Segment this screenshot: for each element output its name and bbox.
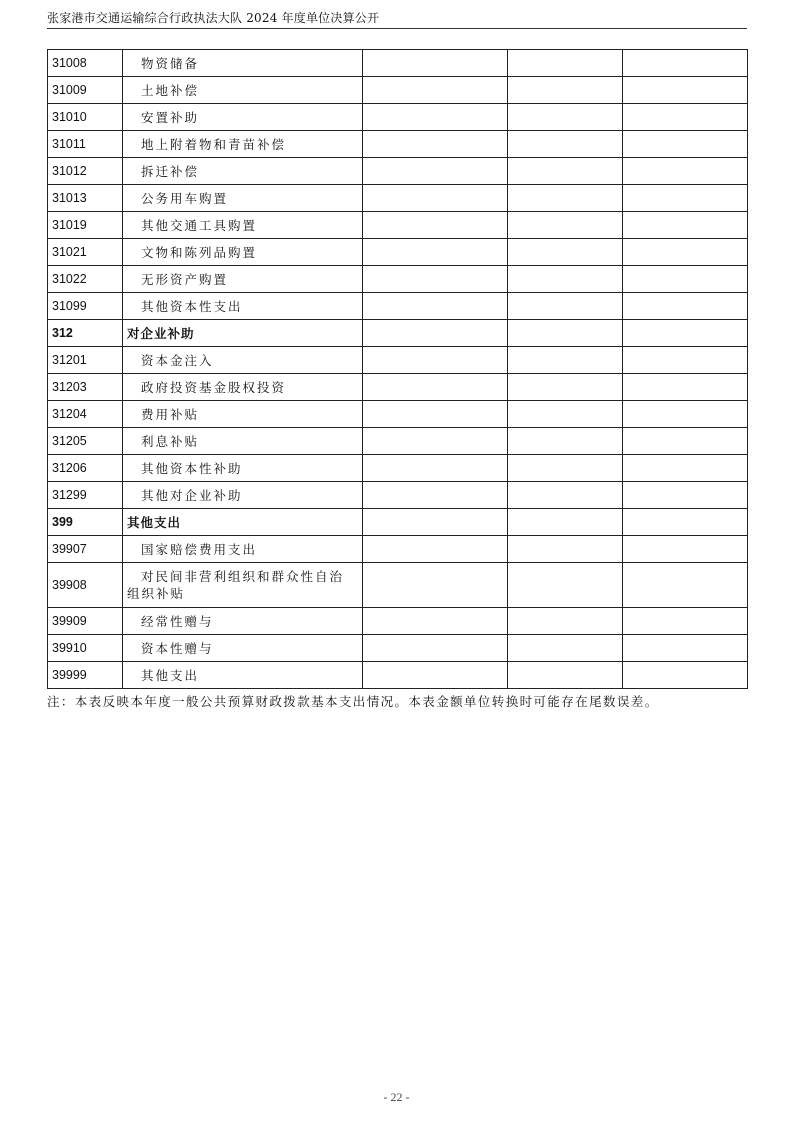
subject-name-cell: 其他支出 <box>123 509 363 536</box>
subject-name-cell: 物资储备 <box>123 50 363 77</box>
table-row <box>48 428 748 455</box>
expenditure-table-container <box>47 49 747 689</box>
subject-name-cell: 对企业补助 <box>123 320 363 347</box>
amount-cell <box>508 374 623 401</box>
amount-cell <box>623 455 748 482</box>
amount-cell <box>623 320 748 347</box>
page-number: - 22 - <box>383 1090 410 1104</box>
subject-code-cell: 31013 <box>48 185 123 212</box>
amount-cell <box>623 104 748 131</box>
subject-code-cell: 31204 <box>48 401 123 428</box>
table-row <box>48 212 748 239</box>
amount-cell <box>508 482 623 509</box>
amount-cell <box>363 77 508 104</box>
subject-code-cell: 31205 <box>48 428 123 455</box>
amount-cell <box>623 563 748 608</box>
subject-name-cell: 安置补助 <box>123 104 363 131</box>
amount-cell <box>508 401 623 428</box>
amount-cell <box>363 509 508 536</box>
subject-code-cell: 31099 <box>48 293 123 320</box>
amount-cell <box>508 239 623 266</box>
amount-cell <box>508 266 623 293</box>
table-section-row <box>48 509 748 536</box>
amount-cell <box>363 212 508 239</box>
amount-cell <box>363 455 508 482</box>
table-row <box>48 401 748 428</box>
amount-cell <box>508 662 623 689</box>
amount-cell <box>363 428 508 455</box>
amount-cell <box>363 239 508 266</box>
amount-cell <box>508 455 623 482</box>
subject-code-cell: 39909 <box>48 608 123 635</box>
table-body <box>48 50 748 689</box>
subject-code-cell: 39910 <box>48 635 123 662</box>
table-row <box>48 239 748 266</box>
amount-cell <box>623 77 748 104</box>
subject-code-cell: 312 <box>48 320 123 347</box>
subject-name-cell: 其他支出 <box>123 662 363 689</box>
amount-cell <box>508 158 623 185</box>
table-row <box>48 662 748 689</box>
amount-cell <box>623 482 748 509</box>
amount-cell <box>623 635 748 662</box>
amount-cell <box>623 293 748 320</box>
amount-cell <box>508 185 623 212</box>
subject-code-cell: 31012 <box>48 158 123 185</box>
subject-name-cell: 文物和陈列品购置 <box>123 239 363 266</box>
subject-code-cell: 31206 <box>48 455 123 482</box>
subject-code-cell: 39999 <box>48 662 123 689</box>
amount-cell <box>363 266 508 293</box>
subject-name-cell: 公务用车购置 <box>123 185 363 212</box>
amount-cell <box>623 185 748 212</box>
amount-cell <box>623 509 748 536</box>
amount-cell <box>363 185 508 212</box>
table-row <box>48 185 748 212</box>
amount-cell <box>508 635 623 662</box>
table-row <box>48 536 748 563</box>
subject-code-cell: 399 <box>48 509 123 536</box>
document-title: 张家港市交通运输综合行政执法大队 2024 年度单位决算公开 <box>47 11 380 25</box>
table-row <box>48 77 748 104</box>
subject-name-cell: 对民间非营利组织和群众性自治组织补贴 <box>123 563 363 608</box>
table-row <box>48 347 748 374</box>
amount-cell <box>363 158 508 185</box>
table-row <box>48 293 748 320</box>
subject-code-cell: 31010 <box>48 104 123 131</box>
subject-code-cell: 31019 <box>48 212 123 239</box>
amount-cell <box>363 347 508 374</box>
table-row <box>48 635 748 662</box>
amount-cell <box>363 401 508 428</box>
amount-cell <box>363 662 508 689</box>
amount-cell <box>508 563 623 608</box>
subject-name-cell: 其他交通工具购置 <box>123 212 363 239</box>
amount-cell <box>508 50 623 77</box>
amount-cell <box>623 608 748 635</box>
amount-cell <box>363 536 508 563</box>
subject-code-cell: 31299 <box>48 482 123 509</box>
subject-code-cell: 31011 <box>48 131 123 158</box>
amount-cell <box>508 509 623 536</box>
amount-cell <box>363 131 508 158</box>
subject-name-cell: 地上附着物和青苗补偿 <box>123 131 363 158</box>
subject-code-cell: 31201 <box>48 347 123 374</box>
subject-name-cell: 资本金注入 <box>123 347 363 374</box>
amount-cell <box>508 536 623 563</box>
table-note: 注：本表反映本年度一般公共预算财政拨款基本支出情况。本表金额单位转换时可能存在尾数误差。 <box>47 694 659 709</box>
amount-cell <box>508 104 623 131</box>
expenditure-table <box>47 49 748 689</box>
subject-name-cell: 费用补贴 <box>123 401 363 428</box>
subject-name-cell: 其他资本性支出 <box>123 293 363 320</box>
subject-name-cell: 土地补偿 <box>123 77 363 104</box>
amount-cell <box>623 401 748 428</box>
subject-name-cell: 无形资产购置 <box>123 266 363 293</box>
document-header <box>47 10 747 29</box>
table-row <box>48 131 748 158</box>
subject-code-cell: 31021 <box>48 239 123 266</box>
amount-cell <box>363 374 508 401</box>
subject-name-cell: 国家赔偿费用支出 <box>123 536 363 563</box>
amount-cell <box>508 347 623 374</box>
amount-cell <box>363 563 508 608</box>
amount-cell <box>623 131 748 158</box>
amount-cell <box>623 266 748 293</box>
subject-name-cell: 其他资本性补助 <box>123 455 363 482</box>
table-row <box>48 482 748 509</box>
subject-name-cell: 其他对企业补助 <box>123 482 363 509</box>
subject-name-cell: 经常性赠与 <box>123 608 363 635</box>
subject-code-cell: 39907 <box>48 536 123 563</box>
subject-name-cell: 利息补贴 <box>123 428 363 455</box>
amount-cell <box>623 50 748 77</box>
amount-cell <box>623 536 748 563</box>
table-row <box>48 158 748 185</box>
amount-cell <box>363 320 508 347</box>
table-row <box>48 563 748 608</box>
amount-cell <box>623 374 748 401</box>
subject-name-cell: 资本性赠与 <box>123 635 363 662</box>
amount-cell <box>508 608 623 635</box>
subject-code-cell: 39908 <box>48 563 123 608</box>
subject-code-cell: 31009 <box>48 77 123 104</box>
amount-cell <box>623 239 748 266</box>
amount-cell <box>623 212 748 239</box>
amount-cell <box>363 293 508 320</box>
subject-code-cell: 31022 <box>48 266 123 293</box>
amount-cell <box>363 104 508 131</box>
amount-cell <box>508 131 623 158</box>
amount-cell <box>623 662 748 689</box>
subject-name-cell: 拆迁补偿 <box>123 158 363 185</box>
amount-cell <box>623 158 748 185</box>
amount-cell <box>363 608 508 635</box>
amount-cell <box>363 50 508 77</box>
amount-cell <box>508 293 623 320</box>
amount-cell <box>508 320 623 347</box>
amount-cell <box>623 347 748 374</box>
table-row <box>48 50 748 77</box>
amount-cell <box>363 635 508 662</box>
amount-cell <box>508 428 623 455</box>
amount-cell <box>623 428 748 455</box>
amount-cell <box>508 77 623 104</box>
subject-name-cell: 政府投资基金股权投资 <box>123 374 363 401</box>
table-row <box>48 266 748 293</box>
table-row <box>48 455 748 482</box>
table-row <box>48 608 748 635</box>
table-section-row <box>48 320 748 347</box>
table-row <box>48 374 748 401</box>
amount-cell <box>508 212 623 239</box>
amount-cell <box>363 482 508 509</box>
table-row <box>48 104 748 131</box>
subject-code-cell: 31008 <box>48 50 123 77</box>
subject-code-cell: 31203 <box>48 374 123 401</box>
